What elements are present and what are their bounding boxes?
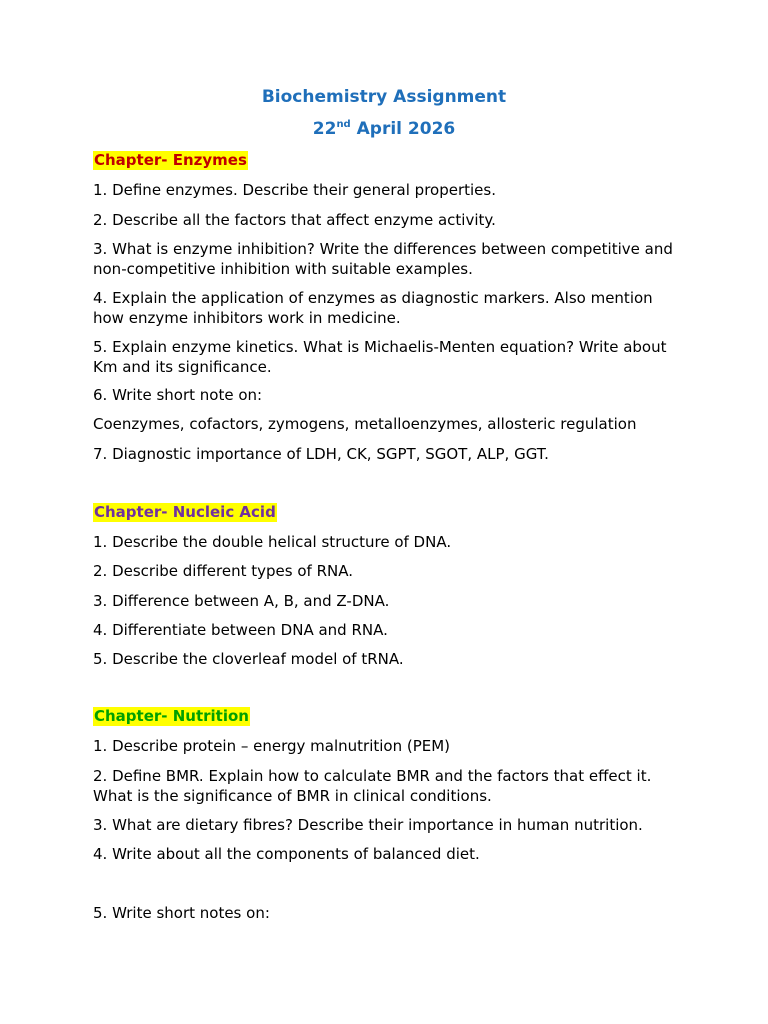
- section-heading-enzymes: Chapter- Enzymes: [94, 151, 247, 169]
- list-item: 4. Explain the application of enzymes as diagnostic markers. Also mention how enzyme inhibitors work in medicine.: [93, 289, 653, 327]
- section-heading-nucleic-acid: Chapter- Nucleic Acid: [94, 503, 276, 521]
- list-item: 3. What are dietary fibres? Describe their importance in human nutrition.: [93, 816, 643, 834]
- list-item: 5. Describe the cloverleaf model of tRNA.: [93, 650, 404, 668]
- list-item: 2. Describe all the factors that affect enzyme activity.: [93, 211, 496, 229]
- list-item: 3. What is enzyme inhibition? Write the differences between competitive and non-competitive inhibition with suitable examples.: [93, 240, 673, 278]
- list-item: 4. Write about all the components of balanced diet.: [93, 845, 480, 863]
- list-item: Coenzymes, cofactors, zymogens, metalloenzymes, allosteric regulation: [93, 415, 637, 433]
- list-item: 7. Diagnostic importance of LDH, CK, SGPT, SGOT, ALP, GGT.: [93, 445, 549, 463]
- list-item: 5. Write short notes on:: [93, 904, 270, 922]
- list-item: 1. Describe protein – energy malnutrition (PEM): [93, 737, 451, 755]
- list-item: 1. Define enzymes. Describe their general properties.: [93, 181, 496, 199]
- document-date: [0, 119, 768, 139]
- list-item: 6. Write short note on:: [93, 386, 263, 404]
- list-item: 2. Describe different types of RNA.: [93, 562, 353, 580]
- section-heading-nutrition: Chapter- Nutrition: [94, 707, 249, 725]
- list-item: 1. Describe the double helical structure of DNA.: [93, 533, 452, 551]
- document-title: Biochemistry Assignment: [261, 87, 507, 107]
- list-item: 5. Explain enzyme kinetics. What is Michaelis-Menten equation? Write about Km and its significance.: [93, 338, 667, 376]
- date-suffix: nd: [336, 119, 351, 130]
- list-item: 4. Differentiate between DNA and RNA.: [93, 621, 388, 639]
- list-item: 2. Define BMR. Explain how to calculate BMR and the factors that effect it. What is the significance of BMR in clinical conditions.: [93, 767, 652, 805]
- date-rest: April 2026: [350, 119, 456, 139]
- date-day: 22: [312, 119, 337, 139]
- list-item: 3. Difference between A, B, and Z-DNA.: [93, 592, 390, 610]
